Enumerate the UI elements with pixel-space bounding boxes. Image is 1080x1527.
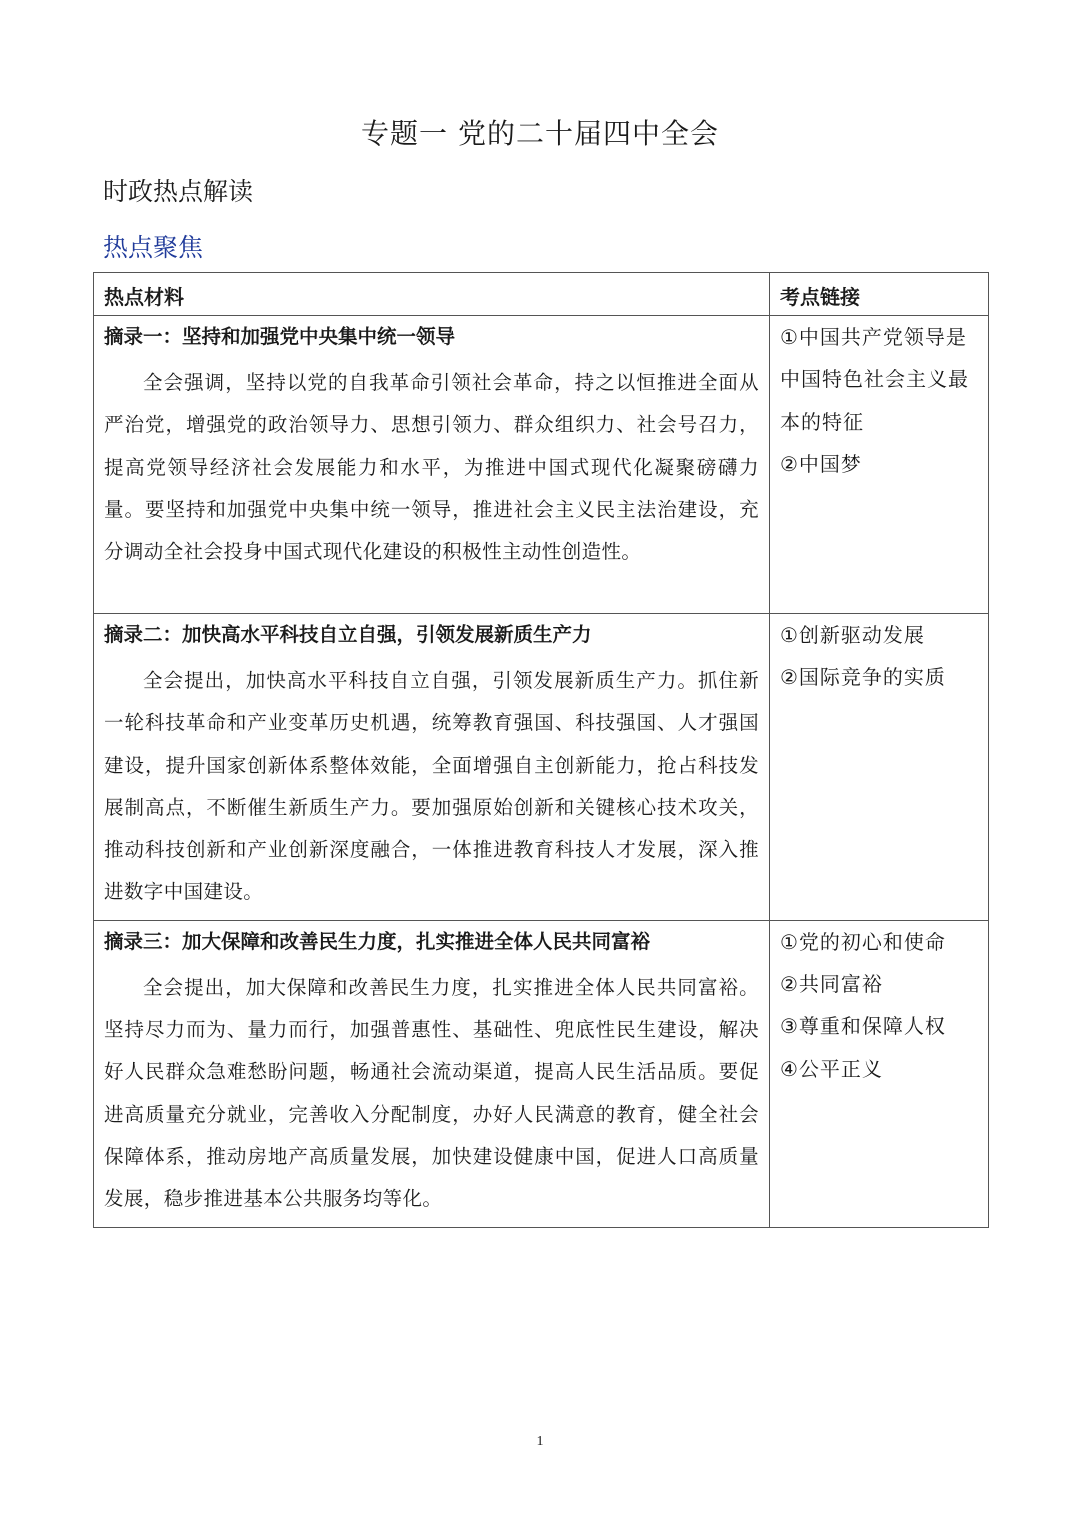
table-row (94, 316, 989, 614)
exam-link-item: ①中国共产党领导是中国特色社会主义最本的特征 (780, 325, 969, 434)
exam-link-cell (770, 316, 989, 614)
excerpt-body: 全会强调，坚持以党的自我革命引领社会革命，持之以恒推进全面从严治党，增强党的政治领导力、思想引领力、群众组织力、社会号召力，提高党领导经济社会发展能力和水平，为推进中国式现代化凝聚磅礴力量。要坚持和加强党中央集中统一领导，推进社会主义民主法治建设，充分调动全社会投身中国式现代化建设的积极性主动性创造性。 (104, 371, 759, 564)
table-row (94, 920, 989, 1227)
hotspot-table (93, 272, 989, 1228)
focus-heading: 热点聚焦 (103, 233, 204, 262)
exam-link-item: ③尊重和保障人权 (780, 1014, 946, 1039)
exam-link-item: ①党的初心和使命 (780, 929, 946, 954)
exam-link-item: ②国际竞争的实质 (780, 665, 946, 690)
exam-link-item: ②中国梦 (780, 451, 862, 476)
table-header-row (94, 273, 989, 316)
exam-link-cell (770, 920, 989, 1227)
header-exam-link: 考点链接 (770, 273, 989, 316)
exam-link-cell (770, 614, 989, 921)
page-number: 1 (536, 1434, 544, 1449)
excerpt-title: 摘录三：加大保障和改善民生力度，扎实推进全体人民共同富裕 (104, 929, 651, 953)
exam-link-item: ①创新驱动发展 (780, 623, 925, 647)
excerpt-title: 摘录一：坚持和加强党中央集中统一领导 (104, 325, 456, 348)
excerpt-title: 摘录二：加快高水平科技自立自强，引领发展新质生产力 (104, 623, 592, 646)
page-title: 专题一 党的二十届四中全会 (361, 117, 719, 150)
exam-link-item: ④公平正义 (780, 1056, 883, 1081)
material-cell (94, 316, 770, 614)
excerpt-body: 全会提出，加大保障和改善民生力度，扎实推进全体人民共同富裕。坚持尽力而为、量力而行，加强普惠性、基础性、兜底性民生建设，解决好人民群众急难愁盼问题，畅通社会流动渠道，提高人民生活品质。要促进高质量充分就业，完善收入分配制度，办好人民满意的教育，健全社会保障体系，推动房地产高质量发展，加快建设健康中国，促进人口高质量发展，稳步推进基本公共服务均等化。 (104, 975, 759, 1211)
material-cell (94, 614, 770, 921)
exam-link-item: ②共同富裕 (780, 972, 883, 997)
header-material: 热点材料 (94, 273, 770, 316)
material-cell (94, 920, 770, 1227)
table-row (94, 614, 989, 921)
excerpt-body: 全会提出，加快高水平科技自立自强，引领发展新质生产力。抓住新一轮科技革命和产业变革历史机遇，统筹教育强国、科技强国、人才强国建设，提升国家创新体系整体效能，全面增强自主创新能力，抢占科技发展制高点，不断催生新质生产力。要加强原始创新和关键核心技术攻关，推动科技创新和产业创新深度融合，一体推进教育科技人才发展，深入推进数字中国建设。 (104, 669, 759, 904)
section-heading: 时政热点解读 (103, 177, 254, 206)
